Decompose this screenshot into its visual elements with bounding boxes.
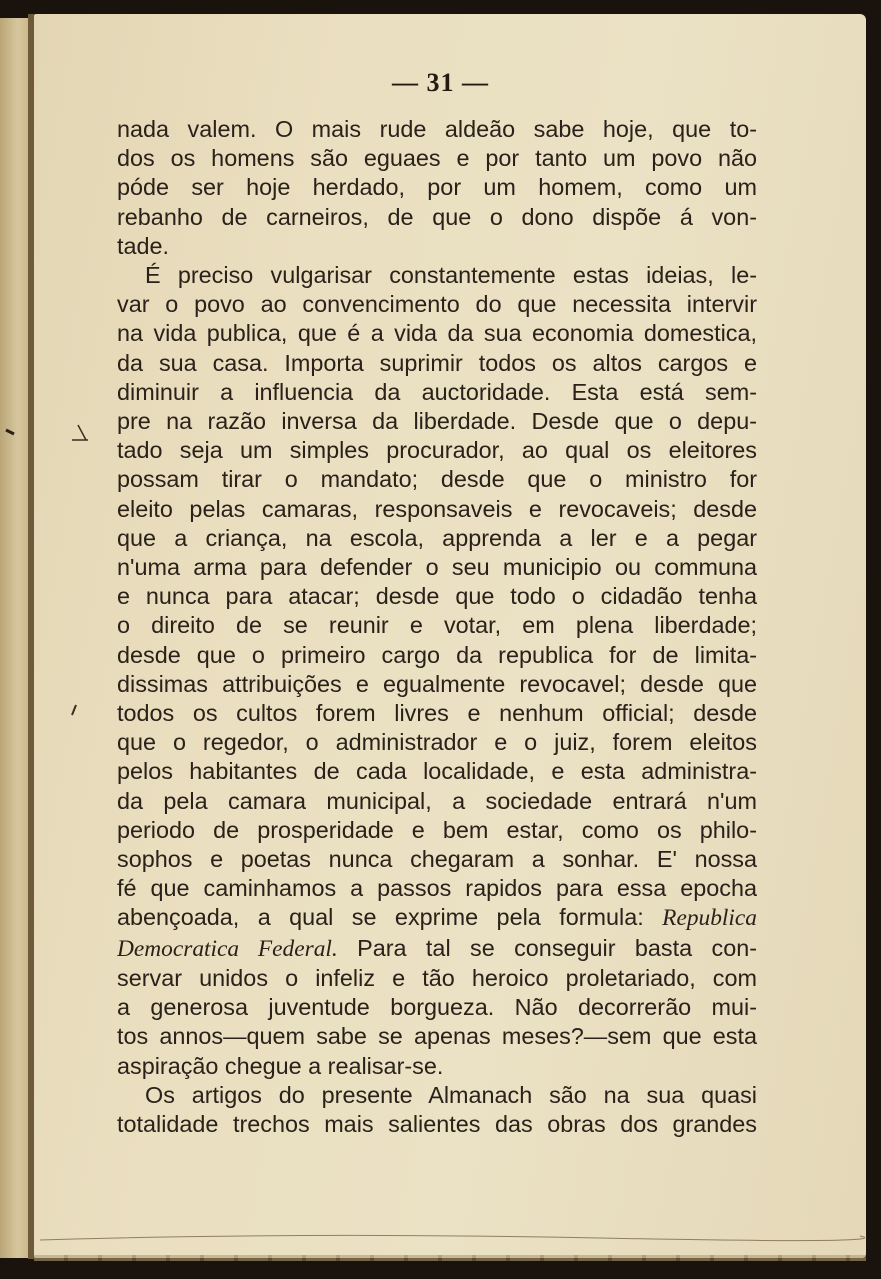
- text-segment: abençoada, a qual se exprime pela formula:: [117, 904, 644, 931]
- text-line: pelos habitantes de cada localidade, e esta administra-: [117, 758, 757, 785]
- italic-phrase: Republica: [662, 905, 757, 932]
- text-line: dissimas attribuições e egualmente revocavel; desde que: [117, 670, 757, 697]
- text-line: tado seja um simples procurador, ao qual os eleitores: [117, 437, 757, 464]
- text-line: da sua casa. Importa suprimir todos os altos cargos e: [117, 349, 757, 376]
- text-line: póde ser hoje herdado, por um homem, como um: [117, 174, 757, 201]
- text-line: dos os homens são eguaes e por tanto um povo não: [117, 145, 757, 172]
- text-line: sophos e poetas nunca chegaram a sonhar. E' nossa: [117, 846, 757, 873]
- text-line: a generosa juventude borgueza. Não decorrerão mui-: [117, 994, 757, 1021]
- italic-phrase: Democratica Federal.: [117, 935, 338, 962]
- text-line: possam tirar o mandato; desde que o ministro for: [117, 466, 757, 493]
- text-line: desde que o primeiro cargo da republica for de limita-: [117, 641, 757, 668]
- text-line: totalidade trechos mais salientes das obras dos grandes: [117, 1110, 757, 1137]
- text-line: que a criança, na escola, apprenda a ler e a pegar: [117, 524, 757, 551]
- text-line: na vida publica, que é a vida da sua economia domestica,: [117, 320, 757, 347]
- page-number: — 31 —: [392, 68, 489, 97]
- text-line: periodo de prosperidade e bem estar, como os philo-: [117, 816, 757, 843]
- text-line: todos os cultos forem livres e nenhum official; desde: [117, 700, 757, 727]
- paragraph-start-line: Os artigos do presente Almanach são na sua quasi: [145, 1081, 757, 1108]
- text-line: diminuir a influencia da auctoridade. Esta está sem-: [117, 378, 757, 405]
- text-line: tos annos—quem sabe se apenas meses?—sem que esta: [117, 1023, 757, 1050]
- previous-page-edge: [0, 18, 30, 1258]
- text-line-with-italic: [117, 903, 757, 933]
- text-line: o direito de se reunir e votar, em plena liberdade;: [117, 612, 757, 639]
- text-line: n'uma arma para defender o seu municipio ou communa: [117, 554, 757, 581]
- text-line: aspiração chegue a realisar-se.: [117, 1052, 444, 1079]
- body-text: [117, 115, 757, 1139]
- text-line: fé que caminhamos a passos rapidos para essa epocha: [117, 875, 757, 902]
- text-line: var o povo ao convencimento do que necessita intervir: [117, 291, 757, 318]
- page-bottom-edge: [34, 1255, 866, 1261]
- text-segment: Para tal se conseguir basta con-: [357, 934, 757, 961]
- text-line: e nunca para atacar; desde que todo o cidadão tenha: [117, 583, 757, 610]
- text-line: pre na razão inversa da liberdade. Desde que o depu-: [117, 408, 757, 435]
- text-line: eleito pelas camaras, responsaveis e revocaveis; desde: [117, 495, 757, 522]
- text-line: nada valem. O mais rude aldeão sabe hoje, que to-: [117, 116, 757, 142]
- text-line: da pela camara municipal, a sociedade entrará n'um: [117, 787, 757, 814]
- text-line: tade.: [117, 232, 170, 259]
- text-line: rebanho de carneiros, de que o dono dispõe á von-: [117, 203, 757, 230]
- text-line: servar unidos o infeliz e tão heroico proletariado, com: [117, 964, 757, 991]
- text-line-with-italic: [117, 934, 757, 964]
- text-line: que o regedor, o administrador e o juiz, forem eleitos: [117, 729, 757, 756]
- paragraph-start-line: É preciso vulgarisar constantemente estas ideias, le-: [145, 262, 757, 289]
